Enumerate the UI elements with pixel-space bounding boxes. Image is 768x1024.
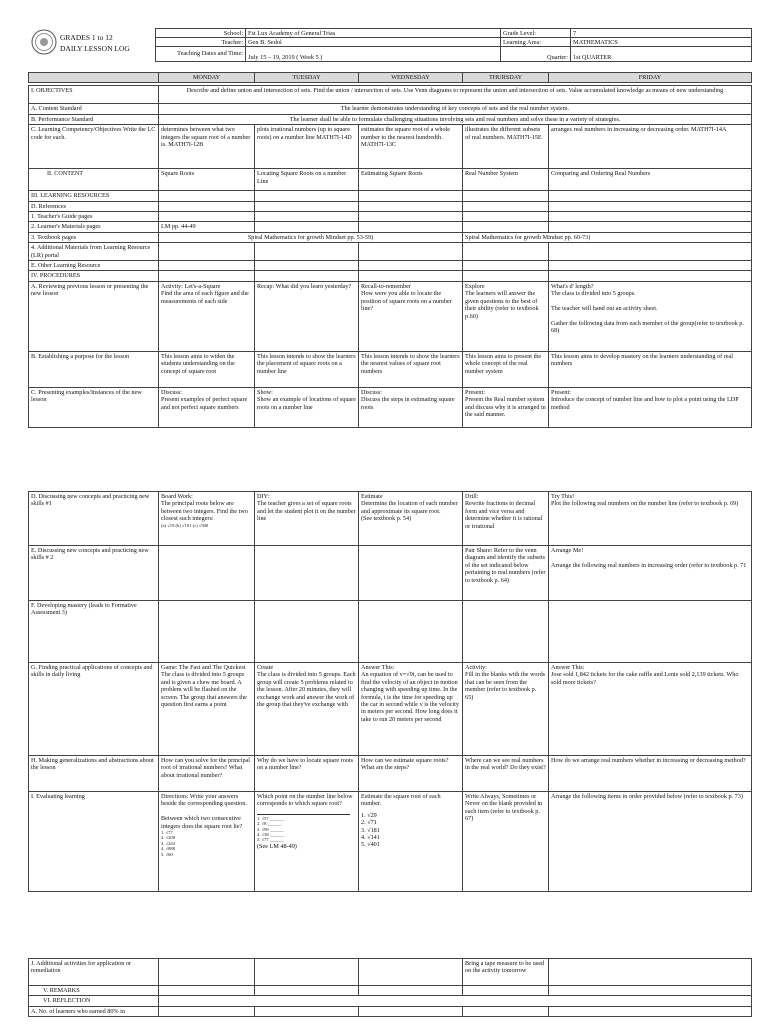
procedure-d-wednesday: Estimate Determine the location of each number and approximate its square root. (See textbook p. 54) (359, 492, 463, 546)
title-line-1: GRADES 1 to 12 (60, 33, 113, 42)
procedure-d-label: D. Discussing new concepts and practicing new skills #1 (29, 492, 159, 546)
procedure-c-wednesday: Discuss: Discuss the steps in estimating square roots (359, 387, 463, 427)
procedure-d-friday: Try This! Plot the following real numbers on the number line (refer to textbook p. 69) (549, 492, 752, 546)
dates-label: Teaching Dates and Time: (156, 47, 246, 62)
content-wednesday: Estimating Square Roots (359, 169, 463, 191)
header-info-table (155, 28, 752, 62)
procedure-i-wednesday-item: 1. √29 (361, 811, 377, 819)
procedure-f-label: F. Developing mastery (leads to Formative Assessment 3) (29, 601, 159, 663)
content-standard-text: The learner demonstrates understanding of key concepts of sets and the real number system. (159, 104, 752, 114)
empty-cell (463, 986, 549, 996)
empty-cell (255, 222, 359, 232)
resources-label: III. LEARNING RESOURCES (29, 191, 159, 201)
empty-cell (255, 201, 359, 211)
content-tuesday: Locating Square Roots on a number Line (255, 169, 359, 191)
content-thursday: Real Number System (463, 169, 549, 191)
empty-cell (255, 546, 359, 601)
procedure-g-tuesday: Create The class is divided into 5 groups. Each group will create 5 problems related to the lesson. After 20 minutes, they will exchange work and answer the work of the group that they've exchange with (255, 663, 359, 756)
procedures-label: IV. PROCEDURES (29, 271, 159, 281)
objectives-text: Describe and define union and intersection of sets. Find the union / intersection of sets. Use Venn diagrams to represent the union and intersection of sets. Value accumulated knowledge as means of new understanding (159, 86, 752, 104)
empty-cell (463, 1006, 549, 1016)
procedure-b-monday: This lesson aims to widen the students understanding on the concept of square root (159, 351, 255, 387)
procedure-i-monday-item: 1. √77 (161, 830, 173, 836)
procedure-a-friday: What's d' length? The class is divided into 5 groups. The teacher will hand out an activity sheet. Gather the following data from each member of the group(refer to textbook p. 68) (549, 281, 752, 351)
procedure-c-thursday: Present: Present the Real number system and discuss why it is arranged in the said manner. (463, 387, 549, 427)
empty-cell (359, 191, 463, 201)
procedure-i-tuesday-item: 3. √99 ______ (257, 826, 284, 832)
page-title (60, 32, 130, 54)
empty-cell (159, 959, 255, 986)
empty-cell (159, 986, 255, 996)
empty-cell (359, 212, 463, 222)
empty-cell (255, 959, 359, 986)
procedure-i-wednesday-item: 4. √141 (361, 834, 380, 842)
procedure-i-tuesday-item: 2. √8 ______ (257, 821, 282, 827)
procedure-e-label: E. Discussing new concepts and practicing new skills # 2 (29, 546, 159, 601)
day-header-friday: FRIDAY (549, 73, 752, 83)
empty-cell (359, 1006, 463, 1016)
content-standard-label: A. Content Standard (29, 104, 159, 114)
procedure-i-monday-text: Directions: Write your answers beside the corresponding question. Between which two consecutive integers does the square root lie? (161, 793, 247, 830)
empty-cell (359, 201, 463, 211)
content-label: II. CONTENT (29, 169, 159, 191)
empty-cell (359, 243, 463, 261)
quarter-label: Quarter: (501, 47, 571, 62)
procedure-g-thursday: Activity: Fill in the blanks with the words that can be seen from the member (refer to textbook p. 65) (463, 663, 549, 756)
procedure-d-tuesday: DIY: The teacher gives a set of square roots and let the student plot it on the number line (255, 492, 359, 546)
empty-cell (159, 191, 255, 201)
procedure-a-monday: Activity: Let's-a-Square Find the area of each figure and the measurements of each side (159, 281, 255, 351)
procedure-e-friday: Arrange Me! Arrange the following real numbers in increasing order (refer to textbook p. 71 (549, 546, 752, 601)
competency-wednesday: estimates the square root of a whole number to the nearest hundredth. MATH7I-13C (359, 125, 463, 169)
empty-cell (159, 201, 255, 211)
grade-value: 7 (571, 29, 752, 38)
performance-standard-text: The learner shall be able to formulate challenging situations involving sets and real numbers and solve these in a variety of strategies. (159, 114, 752, 124)
empty-cell (159, 212, 255, 222)
procedure-i-monday-item: 4. √888 (161, 846, 176, 852)
procedure-h-friday: How do we arrange real numbers whether in increasing or decreasing method? (549, 756, 752, 792)
procedure-g-monday: Game: The Fast and The Quickest The class is divided into 5 groups and is given a chew me board. A problem will be flashed on the screen. The group that answers the question first earns a point (159, 663, 255, 756)
day-header-thursday: THURSDAY (463, 73, 549, 83)
procedure-g-label: G. Finding practical applications of concepts and skills in daily living (29, 663, 159, 756)
empty-cell (549, 986, 752, 996)
procedure-c-label: C. Presenting examples/Instances of the new lesson (29, 387, 159, 427)
procedure-j-thursday: Bring a tape measure to be used on the activity tomorrow (463, 959, 549, 986)
empty-cell (255, 243, 359, 261)
empty-cell (359, 601, 463, 663)
procedure-i-tuesday-reference: (See LM 48-49) (257, 842, 297, 850)
procedure-a-tuesday: Recap: What did you learn yesterday? (255, 281, 359, 351)
procedure-i-tuesday-item: 1. √57 ______ (257, 815, 284, 821)
procedure-h-tuesday: Why do we have to locate square roots on a number line? (255, 756, 359, 792)
procedure-i-tuesday-item: 4. √38 ______ (257, 832, 284, 838)
empty-cell (463, 201, 549, 211)
deped-seal-icon (31, 29, 57, 55)
procedure-b-friday: This lesson aims to develop mastery on the learners understanding of real numbers (549, 351, 752, 387)
grade-label: Grade Level: (501, 29, 571, 38)
procedure-i-tuesday-text: Which point on the number line below corresponds to which square root? (257, 793, 353, 808)
empty-cell (159, 601, 255, 663)
teachers-guide-label: 1. Teacher's Guide pages (29, 212, 159, 222)
title-line-2: DAILY LESSON LOG (60, 44, 130, 53)
competency-thursday: illustrates the different subsets of real numbers. MATH7I-15E (463, 125, 549, 169)
empty-cell (159, 1006, 255, 1016)
procedure-i-label: I. Evaluating learning (29, 792, 159, 892)
empty-cell (159, 261, 255, 271)
procedure-g-wednesday: Answer This: An equation of v=√9t, can be used to find the velocity of an object in motion changing with speeding up time. In the formula, t is the time for speeding up the car in second while v is the velocity in meters per second. How long does it take to run 20 meters per second (359, 663, 463, 756)
empty-cell (255, 601, 359, 663)
references-label: D. References (29, 201, 159, 211)
procedure-d-monday-roots: (a) √19 (b) √101 (c) √300 (161, 522, 209, 528)
procedure-g-friday: Answer This: Jose sold 1,842 tickets for the cake raffle and Lenie sold 2,139 tickets. Who sold more tickets? (549, 663, 752, 756)
empty-cell (549, 222, 752, 232)
empty-cell (549, 212, 752, 222)
empty-cell (255, 191, 359, 201)
procedure-b-thursday: This lesson aims to present the whole concept of the real number system (463, 351, 549, 387)
empty-cell (255, 986, 359, 996)
empty-cell (549, 201, 752, 211)
empty-cell (359, 546, 463, 601)
procedure-i-wednesday-text: Estimate the square root of each number. (361, 793, 441, 808)
empty-cell (463, 243, 549, 261)
empty-cell (463, 222, 549, 232)
procedure-i-monday-item: 2. √200 (161, 835, 176, 841)
day-header-monday: MONDAY (159, 73, 255, 83)
procedure-a-label: A. Reviewing previous lesson or presenting the new lesson (29, 281, 159, 351)
procedure-i-tuesday-item: 5. √77 ______ (257, 837, 284, 843)
empty-cell (159, 996, 752, 1006)
procedure-h-thursday: Where can we see real numbers in the real world? Do they exist? (463, 756, 549, 792)
procedure-d-monday (159, 492, 255, 546)
teacher-label: Teacher: (156, 38, 246, 47)
empty-cell (255, 1006, 359, 1016)
learners-materials-monday: LM pp. 44-49 (159, 222, 255, 232)
empty-cell (549, 191, 752, 201)
procedure-a-thursday: Explore The learners will answer the given questions to the best of their ability (refer to textbook p.60) (463, 281, 549, 351)
procedure-d-monday-text: Board Work: The principal roots below are between two integers. Find the two closest such integers: (161, 493, 248, 523)
procedure-h-label: H. Making generalizations and abstractions about the lesson (29, 756, 159, 792)
empty-cell (159, 271, 255, 281)
procedure-c-tuesday: Show: Show an example of locations of square roots on a number line (255, 387, 359, 427)
procedure-i-monday-item: 3. √243 (161, 840, 176, 846)
competency-friday: arranges real numbers in increasing or decreasing order. MATH7I-14A (549, 125, 752, 169)
additional-materials-label: 4. Additional Materials from Learning Resource (LR) portal (29, 243, 159, 261)
procedure-b-label: B. Establishing a purpose for the lesson (29, 351, 159, 387)
day-header-wednesday: WEDNESDAY (359, 73, 463, 83)
textbook-pages-label: 3. Textbook pages (29, 232, 159, 242)
textbook-pages-right: Spiral Mathematics for growth Mindset pp. 60-73) (463, 232, 752, 242)
textbook-pages-left: Spiral Mathematics for growth Mindset pp. 53-59) (159, 232, 463, 242)
empty-cell (255, 212, 359, 222)
empty-cell (549, 243, 752, 261)
quarter-value: 1st QUARTER (571, 47, 752, 62)
procedure-i-wednesday-item: 5. √401 (361, 841, 380, 849)
empty-cell (463, 271, 549, 281)
area-value: MATHEMATICS (571, 38, 752, 47)
content-friday: Comparing and Ordering Real Numbers (549, 169, 752, 191)
procedure-b-tuesday: This lesson intends to show the learners the placement of square roots on a number line (255, 351, 359, 387)
procedure-i-friday: Arrange the following items in order provided below (refer to textbook p. 73) (549, 792, 752, 892)
procedure-c-friday: Present: Introduce the concept of number line and how to plot a point using the LDP method (549, 387, 752, 427)
empty-cell (463, 261, 549, 271)
remarks-label: V. REMARKS (29, 986, 159, 996)
procedure-i-monday (159, 792, 255, 892)
teacher-value: Gen B. Sedol (246, 38, 501, 47)
procedure-h-monday: How can you solve for the principal root of irrational numbers? What about irrational number? (159, 756, 255, 792)
day-header-tuesday: TUESDAY (255, 73, 359, 83)
lesson-table-page-3 (28, 958, 752, 1017)
competency-label: C. Learning Competency/Objectives Write the LC code for each. (29, 125, 159, 169)
other-resources-label: E. Other Learning Resource (29, 261, 159, 271)
content-monday: Square Roots (159, 169, 255, 191)
procedure-h-wednesday: How can we estimate square roots? What are the steps? (359, 756, 463, 792)
learners-materials-label: 2. Learner's Materials pages (29, 222, 159, 232)
day-header-blank (29, 73, 159, 83)
competency-tuesday: plots irrational numbers (up to square roots) on a number line MATH7I-14D (255, 125, 359, 169)
procedure-j-label: J. Additional activities for application or remediation (29, 959, 159, 986)
procedure-c-monday: Discuss: Present examples of perfect square and not perfect square numbers (159, 387, 255, 427)
reflection-label: VI. REFLECTION (29, 996, 159, 1006)
procedure-d-thursday: Drill: Rewrite fractions to decimal form and vice versa and determine whether it is rational or irrational (463, 492, 549, 546)
dates-value: July 15 – 19, 2019 ( Week 5 ) (246, 47, 501, 62)
empty-cell (159, 243, 255, 261)
procedure-i-tuesday (255, 792, 359, 892)
lesson-table-page-2 (28, 491, 752, 892)
lesson-table-page-1 (28, 72, 752, 428)
empty-cell (549, 601, 752, 663)
competency-monday: determines between what two integers the square root of a number is. MATH7I-12B (159, 125, 255, 169)
empty-cell (159, 546, 255, 601)
procedure-i-wednesday-item: 3. √181 (361, 826, 380, 834)
procedure-i-monday-item: 5. √60 (161, 851, 173, 857)
empty-cell (463, 191, 549, 201)
empty-cell (549, 261, 752, 271)
procedure-a-wednesday: Recall-to-remember How were you able to locate the position of square roots on a number line? (359, 281, 463, 351)
procedure-i-wednesday-item: 2. √71 (361, 819, 377, 827)
empty-cell (359, 261, 463, 271)
empty-cell (359, 959, 463, 986)
area-label: Learning Area: (501, 38, 571, 47)
performance-standard-label: B. Performance Standard (29, 114, 159, 124)
objectives-label: I. OBJECTIVES (29, 86, 159, 104)
school-label: School: (156, 29, 246, 38)
procedure-e-thursday: Pair Share: Refer to the venn diagram and identify the subsets of the set indicated below pertaining to real numbers (refer to textbook p. 64) (463, 546, 549, 601)
procedure-i-thursday: Write Always, Sometimes or Never on the blank provided in each item (refer to textbook p. 67) (463, 792, 549, 892)
empty-cell (255, 271, 359, 281)
empty-cell (255, 261, 359, 271)
empty-cell (359, 222, 463, 232)
empty-cell (549, 271, 752, 281)
reflection-a-label: A. No. of learners who earned 80% in (29, 1006, 159, 1016)
empty-cell (463, 601, 549, 663)
procedure-i-wednesday (359, 792, 463, 892)
empty-cell (549, 959, 752, 986)
empty-cell (359, 986, 463, 996)
number-line-graphic (257, 809, 350, 815)
empty-cell (463, 212, 549, 222)
empty-cell (359, 271, 463, 281)
school-value: Fst Lux Academy of General Trias (246, 29, 501, 38)
empty-cell (549, 1006, 752, 1016)
procedure-b-wednesday: This lesson intends to show the learners the nearest values of square root numbers (359, 351, 463, 387)
